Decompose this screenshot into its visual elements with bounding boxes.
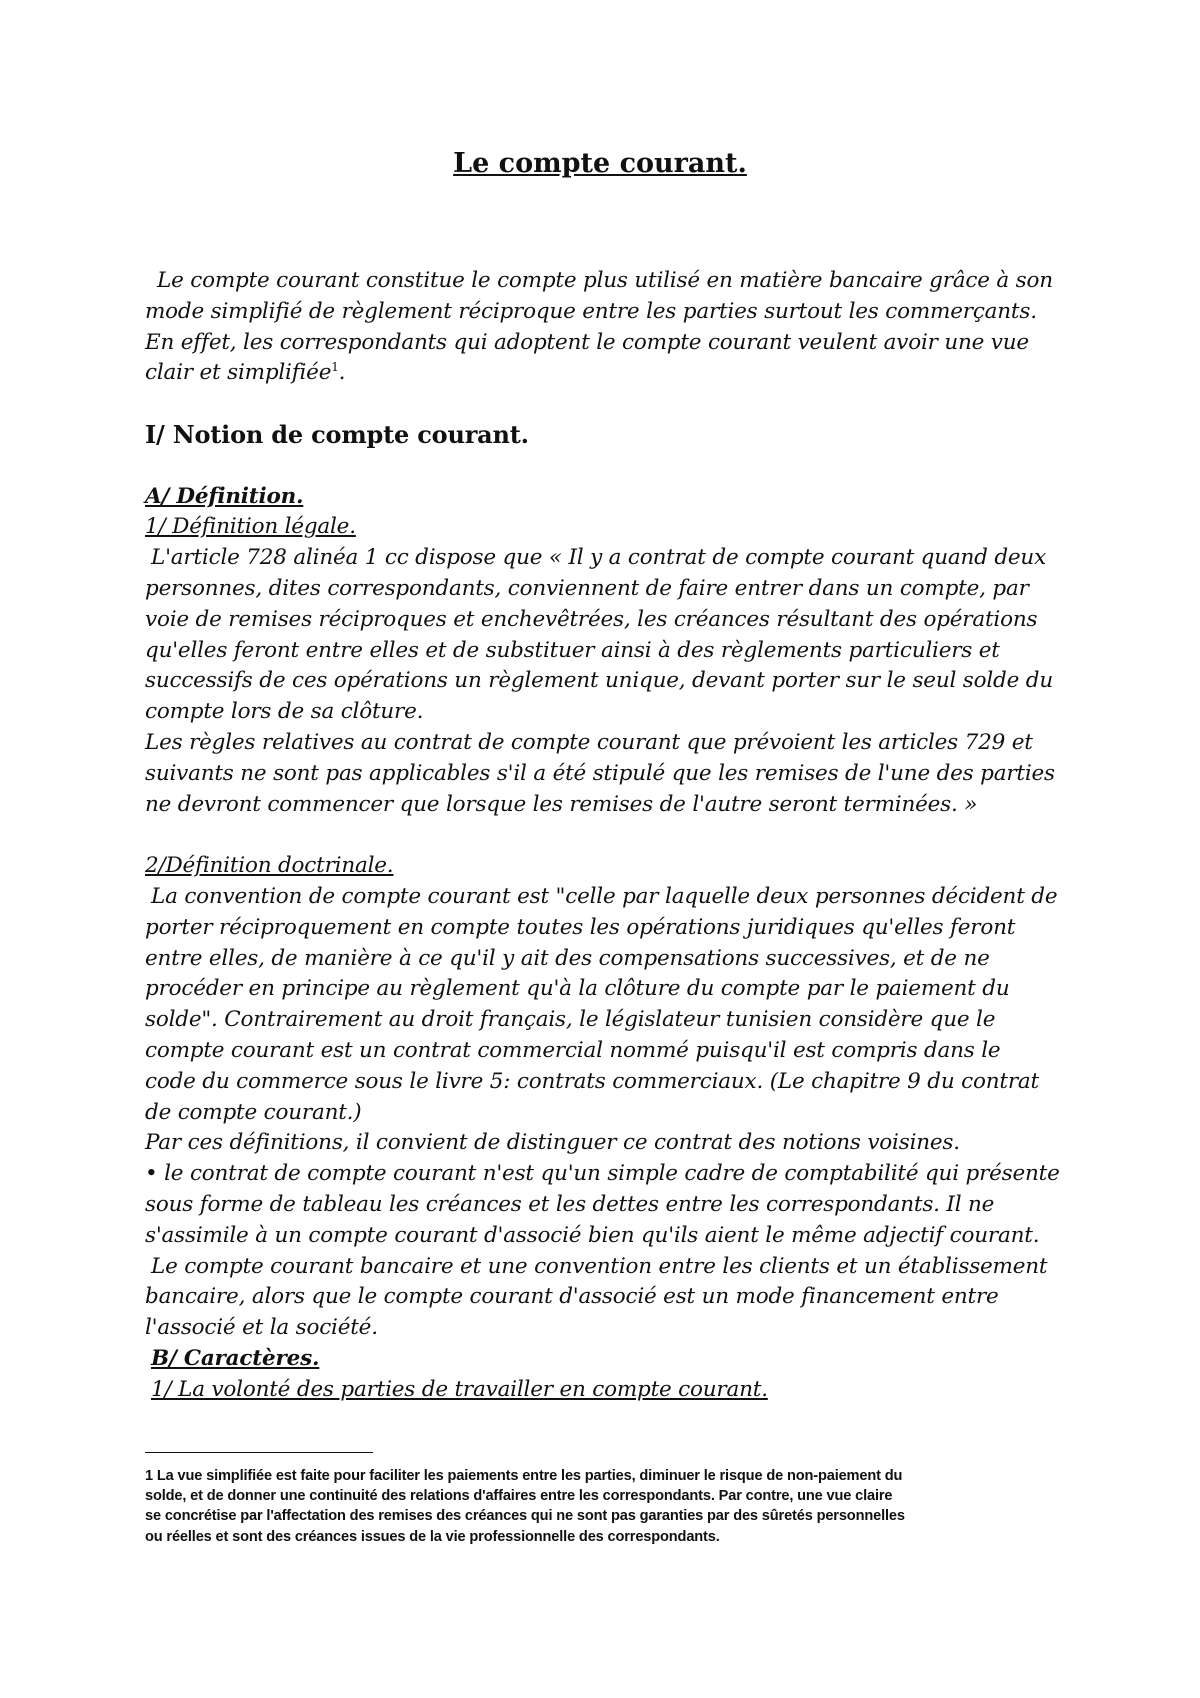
text-line: procéder en principe au règlement qu'à la clôture du compte par le paiement du: [145, 976, 1010, 1002]
subsection-b1-heading: 1/ La volonté des parties de travailler en compte courant.: [151, 1376, 768, 1402]
text-line: [145, 358, 1075, 389]
subsection-a2-heading: 2/Définition doctrinale.: [145, 853, 394, 879]
document-body: [145, 266, 1075, 1405]
doctrinal-definition-paragraph: [145, 882, 1075, 1344]
text-line: l'associé et la société.: [145, 1315, 378, 1341]
text-line: personnes, dites correspondants, conviennent de faire entrer dans un compte, par: [145, 575, 1029, 601]
text-line: qu'elles feront entre elles et de substituer ainsi à des règlements particuliers et: [145, 637, 1000, 663]
text-line: successifs de ces opérations un règlement unique, devant porter sur le seul solde du: [145, 668, 1053, 694]
spacer: [145, 451, 1075, 482]
text-line: code du commerce sous le livre 5: contrats commerciaux. (Le chapitre 9 du contrat: [145, 1068, 1039, 1094]
text-line: L'article 728 alinéa 1 cc dispose que « Il y a contrat de compte courant quand deux: [151, 545, 1047, 571]
footnote-line: 1 La vue simplifiée est faite pour faciliter les paiements entre les parties, diminuer le risque de non-paiement du: [145, 1468, 903, 1484]
text-line: ne devront commencer que lorsque les remises de l'autre seront terminées. »: [145, 791, 978, 817]
text-line: Les règles relatives au contrat de compte courant que prévoient les articles 729 et: [145, 729, 1033, 755]
text-line: mode simplifié de règlement réciproque entre les parties surtout les commerçants.: [145, 298, 1037, 324]
footnote-line: solde, et de donner une continuité des relations d'affaires entre les correspondants. Par contre, une vue claire: [145, 1488, 893, 1505]
footnote-line: se concrétise par l'affectation des remises des créances qui ne sont pas garanties par des sûretés personnelles: [145, 1508, 905, 1525]
spacer: [145, 389, 1075, 420]
text-line: voie de remises réciproques et enchevêtrées, les créances résultant des opérations: [145, 606, 1038, 632]
text-line: solde". Contrairement au droit français, le législateur tunisien considère que le: [145, 1007, 996, 1033]
footnote-separator: [145, 1452, 373, 1453]
section-1-heading: I/ Notion de compte courant.: [145, 419, 529, 449]
footnote-line: ou réelles et sont des créances issues de la vie professionnelle des correspondants.: [145, 1528, 720, 1545]
text-line: de compte courant.): [145, 1099, 362, 1125]
section-b-heading: B/ Caractères.: [151, 1345, 320, 1371]
text-line: La convention de compte courant est "celle par laquelle deux personnes décident de: [151, 883, 1058, 909]
subsection-a1-heading: 1/ Définition légale.: [145, 514, 356, 540]
intro-paragraph: [145, 266, 1075, 389]
text-line: porter réciproquement en compte toutes les opérations juridiques qu'elles feront: [145, 914, 1016, 940]
text-fragment: .: [338, 360, 346, 386]
spacer: [145, 820, 1075, 851]
text-line: Le compte courant constitue le compte plus utilisé en matière bancaire grâce à son: [157, 268, 1053, 293]
text-line: Par ces définitions, il convient de distinguer ce contrat des notions voisines.: [145, 1130, 960, 1156]
footnote: [145, 1466, 1075, 1547]
text-fragment: clair et simplifiée: [145, 360, 332, 386]
text-line: En effet, les correspondants qui adoptent le compte courant veulent avoir une vue: [145, 329, 1029, 355]
page-title: Le compte courant.: [453, 148, 747, 179]
text-line: compte courant est un contrat commercial nommé puisqu'il est compris dans le: [145, 1037, 1001, 1063]
footnote-ref[interactable]: 1: [331, 360, 339, 375]
bullet-line: • le contrat de compte courant n'est qu'un simple cadre de comptabilité qui présente: [145, 1161, 1060, 1187]
legal-definition-paragraph: [145, 543, 1075, 820]
section-a-heading: A/ Définition.: [145, 483, 304, 509]
text-line: entre elles, de manière à ce qu'il y ait des compensations successives, et de ne: [145, 945, 990, 971]
text-line: suivants ne sont pas applicables s'il a été stipulé que les remises de l'une des parties: [145, 760, 1055, 786]
text-line: s'assimile à un compte courant d'associé bien qu'ils aient le même adjectif courant.: [145, 1222, 1040, 1248]
text-line: bancaire, alors que le compte courant d'associé est un mode financement entre: [145, 1284, 999, 1310]
text-line: sous forme de tableau les créances et les dettes entre les correspondants. Il ne: [145, 1191, 995, 1217]
text-line: compte lors de sa clôture.: [145, 699, 424, 725]
text-line: Le compte courant bancaire et une convention entre les clients et un établissement: [151, 1253, 1048, 1279]
